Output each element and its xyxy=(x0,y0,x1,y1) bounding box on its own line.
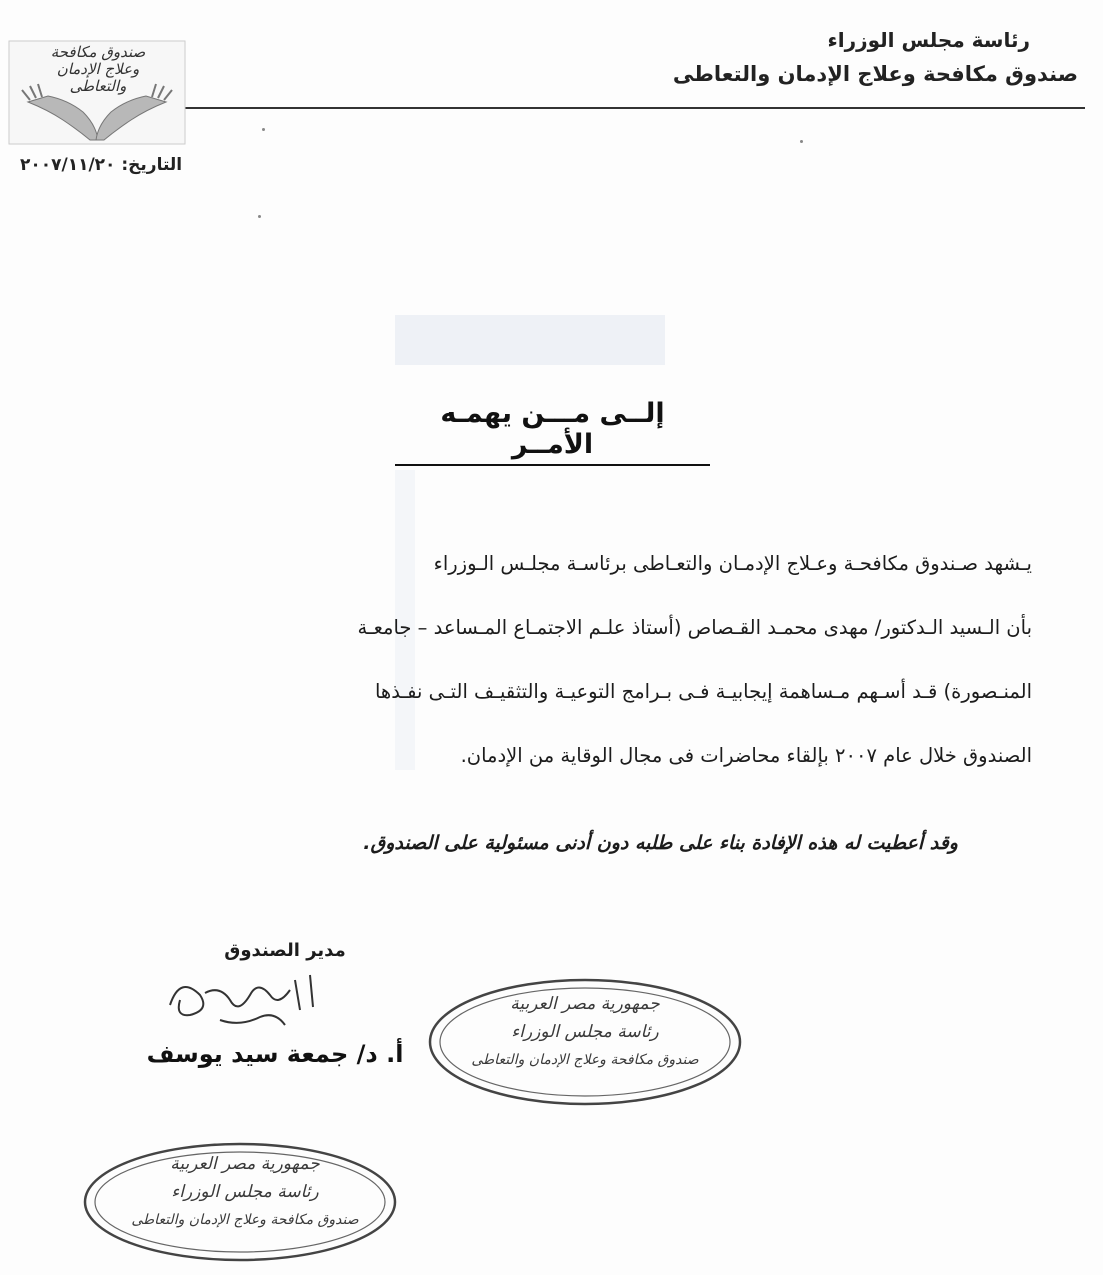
scan-speck xyxy=(258,215,261,218)
stamp-2-line-1: جمهورية مصر العربية xyxy=(170,1154,320,1174)
logo-text xyxy=(18,44,178,95)
closing-statement: وقد أعطيت له هذه الإفادة بناء على طلبه دون أدنى مسئولية على الصندوق. xyxy=(363,832,958,854)
signatory-title: مدير الصندوق xyxy=(224,940,346,961)
body-line-2: بأن الـسيد الـدكتور/ مهدى محمـد القـصاص (أستاذ علـم الاجتمـاع المـساعد – جامعـة xyxy=(357,616,1032,639)
document-title: إلــى مـــن يهمـه الأمــر xyxy=(395,398,710,466)
header-line-1: رئاسة مجلس الوزراء xyxy=(827,28,1030,52)
stamp-1-line-1: جمهورية مصر العربية xyxy=(510,994,660,1014)
stamp-1-line-2: رئاسة مجلس الوزراء xyxy=(511,1022,659,1042)
scan-speck xyxy=(262,128,265,131)
stamp-2-text xyxy=(120,1150,370,1234)
header-organization xyxy=(673,28,1078,86)
stamp-2-line-2: رئاسة مجلس الوزراء xyxy=(171,1182,319,1202)
body-line-1: يـشهد صـندوق مكافحـة وعـلاج الإدمـان والتعـاطى برئاسـة مجلـس الـوزراء xyxy=(433,552,1032,575)
logo-text-line-1: صندوق مكافحة xyxy=(50,43,146,61)
body-line-4: الصندوق خلال عام ٢٠٠٧ بإلقاء محاضرات فى مجال الوقاية من الإدمان. xyxy=(460,744,1032,767)
header-line-2: صندوق مكافحة وعلاج الإدمان والتعاطى xyxy=(672,62,1078,86)
document-body xyxy=(100,532,1032,788)
date-value: ٢٠٠٧/١١/٢٠ xyxy=(20,155,116,175)
date-label: التاريخ: xyxy=(121,155,183,175)
scan-speck xyxy=(800,140,803,143)
logo-text-line-3: والتعاطى xyxy=(69,77,127,95)
signatory-name: أ. د/ جمعة سيد يوسف xyxy=(146,1040,404,1068)
scan-shading xyxy=(395,315,665,365)
body-line-3: المنـصورة) قـد أسـهم مـساهمة إيجابيـة فـى بـرامج التوعيـة والتثقيـف التـى نفـذها xyxy=(374,680,1032,703)
document-date xyxy=(20,155,182,175)
stamp-1-text xyxy=(460,990,710,1074)
stamp-2-line-3: صندوق مكافحة وعلاج الإدمان والتعاطى xyxy=(131,1212,359,1228)
header-divider xyxy=(185,107,1085,109)
handwritten-signature xyxy=(150,965,330,1040)
logo-text-line-2: وعلاج الإدمان xyxy=(56,60,140,78)
stamp-1-line-3: صندوق مكافحة وعلاج الإدمان والتعاطى xyxy=(471,1052,699,1068)
